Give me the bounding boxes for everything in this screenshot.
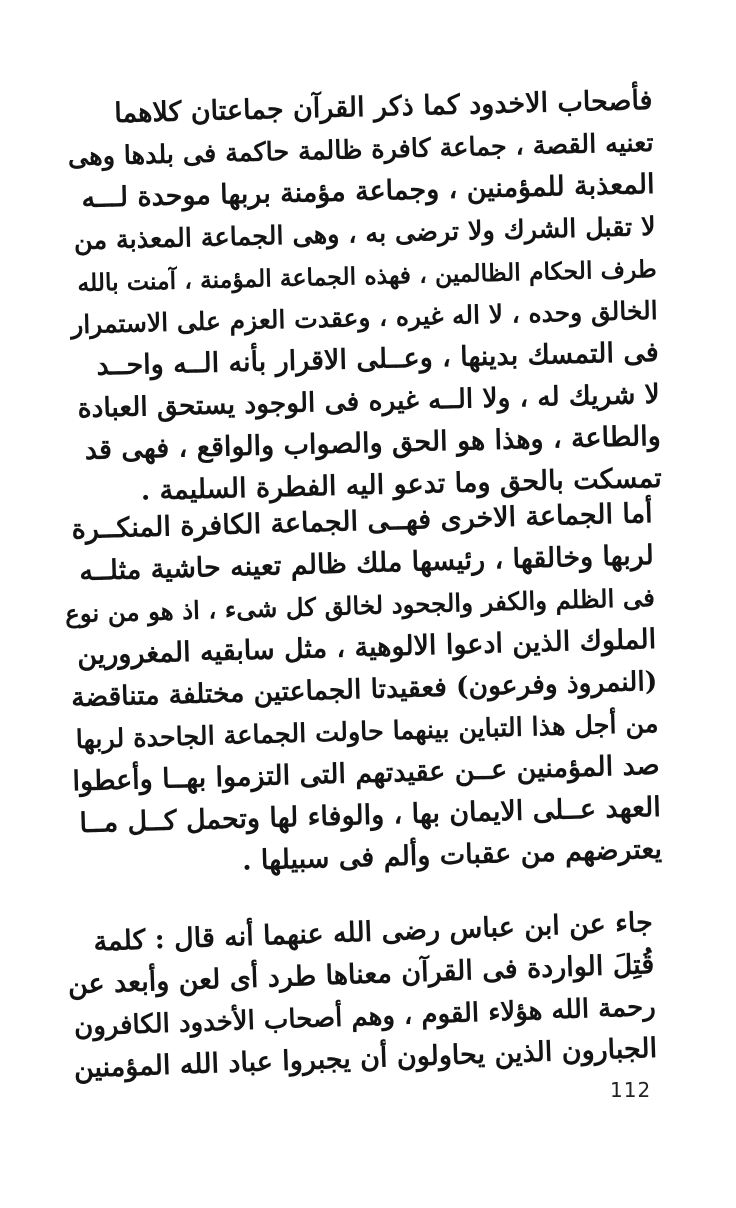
text-line: صد المؤمنين عــن عقيدتهم التى التزموا بهــا وأعطوا xyxy=(72,749,661,798)
text-line: الجبارون الذين يحاولون أن يجبروا عباد الله المؤمنين xyxy=(73,1032,658,1085)
text-line: تمسكت بالحق وما تدعو اليه الفطرة السليمة . xyxy=(140,462,663,507)
paragraph-1 xyxy=(62,80,662,514)
text-line: العهد عــلى الايمان بها ، والوفاء لها وتحمل كــل مــا xyxy=(79,791,662,840)
text-line: تعنيه القصة ، جماعة كافرة ظالمة حاكمة فى بلدها وهى xyxy=(67,127,654,173)
text-line: فأصحاب الاخدود كما ذكر القرآن جماعتان كلاهما xyxy=(113,84,653,130)
paragraph-2 xyxy=(62,493,662,887)
text-line: الملوك الذين ادعوا الالوهية ، مثل سابقيه المغرورين xyxy=(76,623,657,672)
text-line: لا شريك له ، ولا الــه غيره فى الوجود يستحق العبادة xyxy=(77,378,661,425)
text-line: لا تقبل الشرك ولا ترضى به ، وهى الجماعة المعذبة من xyxy=(73,211,656,257)
text-line: فى التمسك بدينها ، وعــلى الاقرار بأنه الــه واحــد xyxy=(96,336,660,382)
text-line: طرف الحكام الظالمين ، فهذه الجماعة المؤمنة ، آمنت بالله xyxy=(77,254,657,298)
page-number: 112 xyxy=(610,1078,652,1102)
text-line: أما الجماعة الاخرى فهــى الجماعة الكافرة المنكــرة xyxy=(71,497,654,546)
text-line: والطاعة ، وهذا هو الحق والصواب والواقع ، فهى قد xyxy=(84,420,662,466)
text-line: يعترضهم من عقبات وألم فى سبيلها . xyxy=(241,833,663,877)
text-line: لربها وخالقها ، رئيسها ملك ظالم تعينه حاشية مثلــه xyxy=(78,539,655,588)
text-line: رحمة الله هؤلاء القوم ، وهم أصحاب الأخدود الكافرون xyxy=(73,991,657,1043)
text-line: الخالق وحده ، لا اله غيره ، وعقدت العزم على الاستمرار xyxy=(70,295,658,340)
text-line: قُتِلَ الواردة فى القرآن معناها طرد أى لعن وأبعد عن xyxy=(67,948,655,1001)
paragraph-3 xyxy=(62,902,658,1090)
text-line: جاء عن ابن عباس رضى الله عنهما أنه قال : كلمة xyxy=(92,906,654,958)
text-line: المعذبة للمؤمنين ، وجماعة مؤمنة بربها موحدة لـــه xyxy=(81,168,655,214)
text-line: فى الظلم والكفر والجحود لخالق كل شىء ، اذ هو من نوع xyxy=(64,582,656,629)
text-line: من أجل هذا التباين بينهما حاولت الجماعة الجاحدة لربها xyxy=(75,708,659,756)
text-line: (النمروذ وفرعون) فعقيدتا الجماعتين مختلفة متناقضة xyxy=(70,665,658,714)
